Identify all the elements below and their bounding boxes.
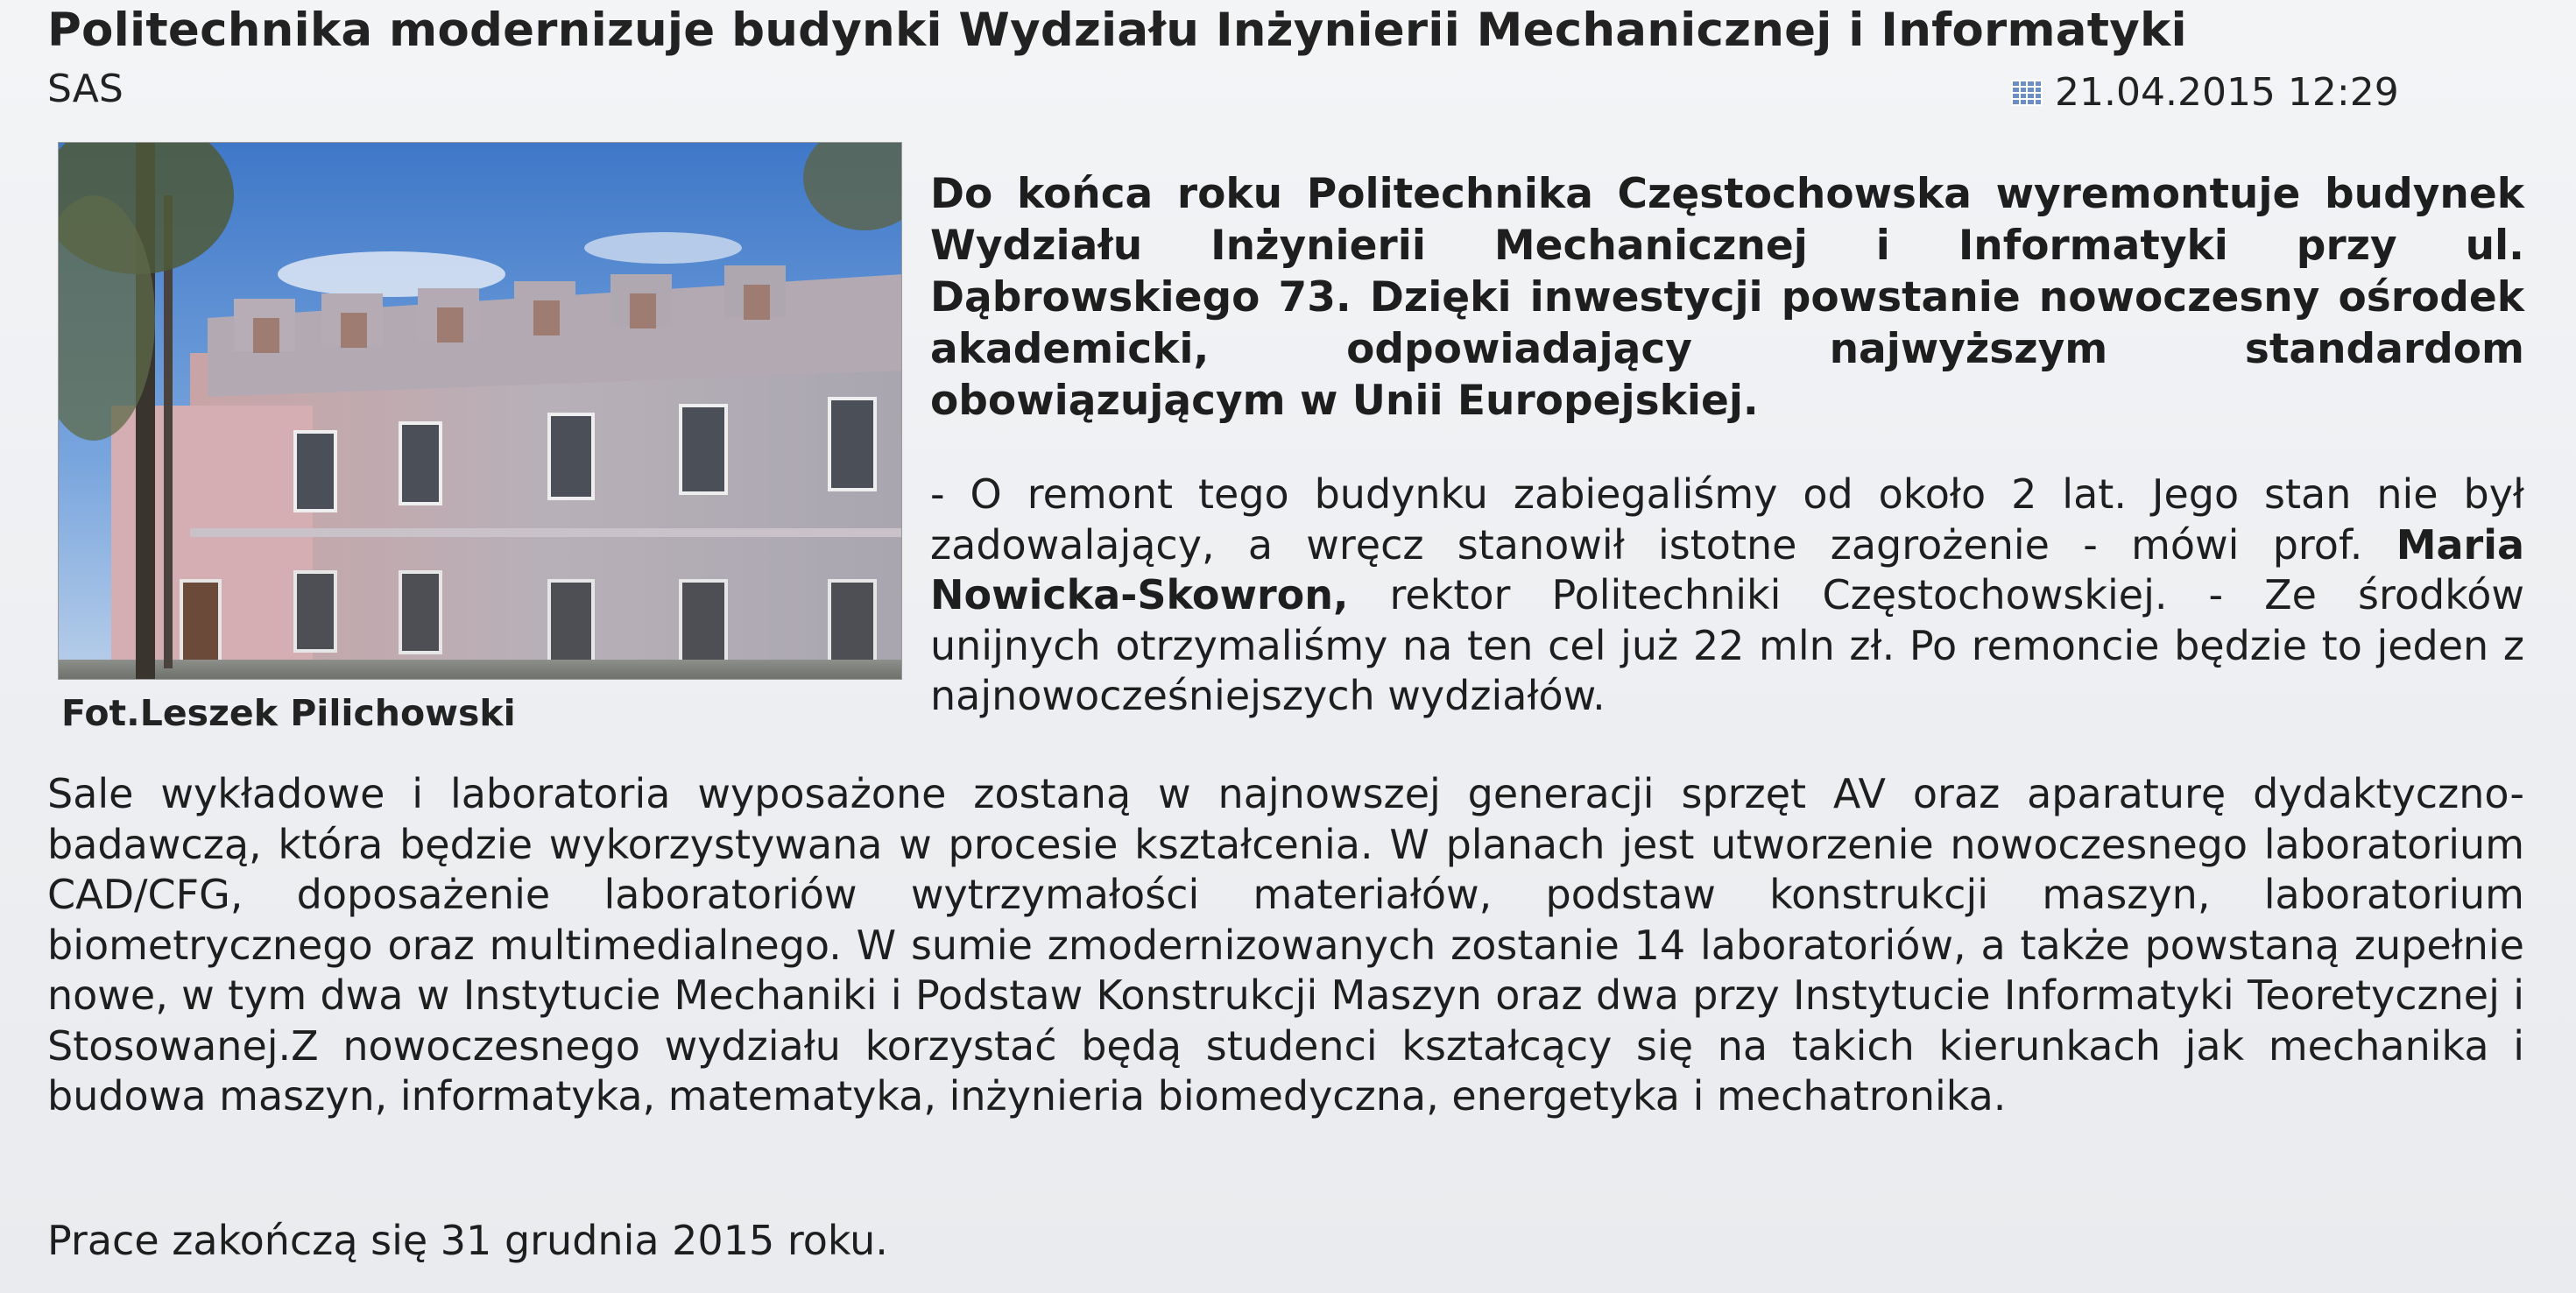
quote-text-1: - O remont tego budynku zabiegaliśmy od około 2 lat. Jego stan nie był zadowalający, a wręcz stanowił istotne zagrożenie - mówi prof. [930,470,2524,569]
article-author: SAS [47,67,124,111]
quoted-person-name: Maria Nowicka-Skowron, [930,520,2524,618]
article-photo [58,142,902,680]
article-body-paragraph: Sale wykładowe i laboratoria wyposażone zostaną w najnowszej generacji sprzęt AV oraz aparaturę dydaktyczno-badawczą, która będzie wykorzystywana w procesie kształcenia. W planach jest utworzenie nowoczesnego laboratorium CAD/CFG, doposażenie laboratoriów wytrzymałości materiałów, podstaw konstrukcji maszyn, laboratorium biometrycznego oraz multimedialnego. W sumie zmodernizowanych zostanie 14 laboratoriów, a także powstaną zupełnie nowe, w tym dwa w Instytucie Mechaniki i Podstaw Konstrukcji Maszyn oraz dwa przy Instytucie Informatyki Teoretycznej i Stosowanej.Z nowoczesnego wydziału korzystać będą studenci kształcący się na takich kierunkach jak mechanika i budowa maszyn, informatyka, matematyka, inżynieria biomedyczna, energetyka i mechatronika. [47,770,2524,1120]
article-title: Politechnika modernizuje budynki Wydziału Inżynierii Mechanicznej i Informatyki [47,4,2187,57]
article-lead: Do końca roku Politechnika Częstochowska wyremontuje budynek Wydziału Inżynierii Mechanicznej i Informatyki przy ul. Dąbrowskiego 73. Dzięki inwestycji powstanie nowoczesny ośrodek akademicki, odpowiadający najwyższym standardom obowiązującym w Unii Europejskiej. [930,170,2524,425]
article-dateline [2011,67,2399,119]
article-quote [930,470,2524,722]
photo-caption: Fot.Leszek Pilichowski [61,692,516,734]
calendar-icon [2011,80,2043,106]
article-date: 21.04.2015 12:29 [2055,70,2399,115]
quote-text-2: rektor Politechniki Częstochowskiej. - Ze środków unijnych otrzymaliśmy na ten cel już 22 mln zł. Po remoncie będzie to jeden z najnowocześniejszych wydziałów. [930,571,2524,719]
article-closing-paragraph: Prace zakończą się 31 grudnia 2015 roku. [47,1217,888,1264]
